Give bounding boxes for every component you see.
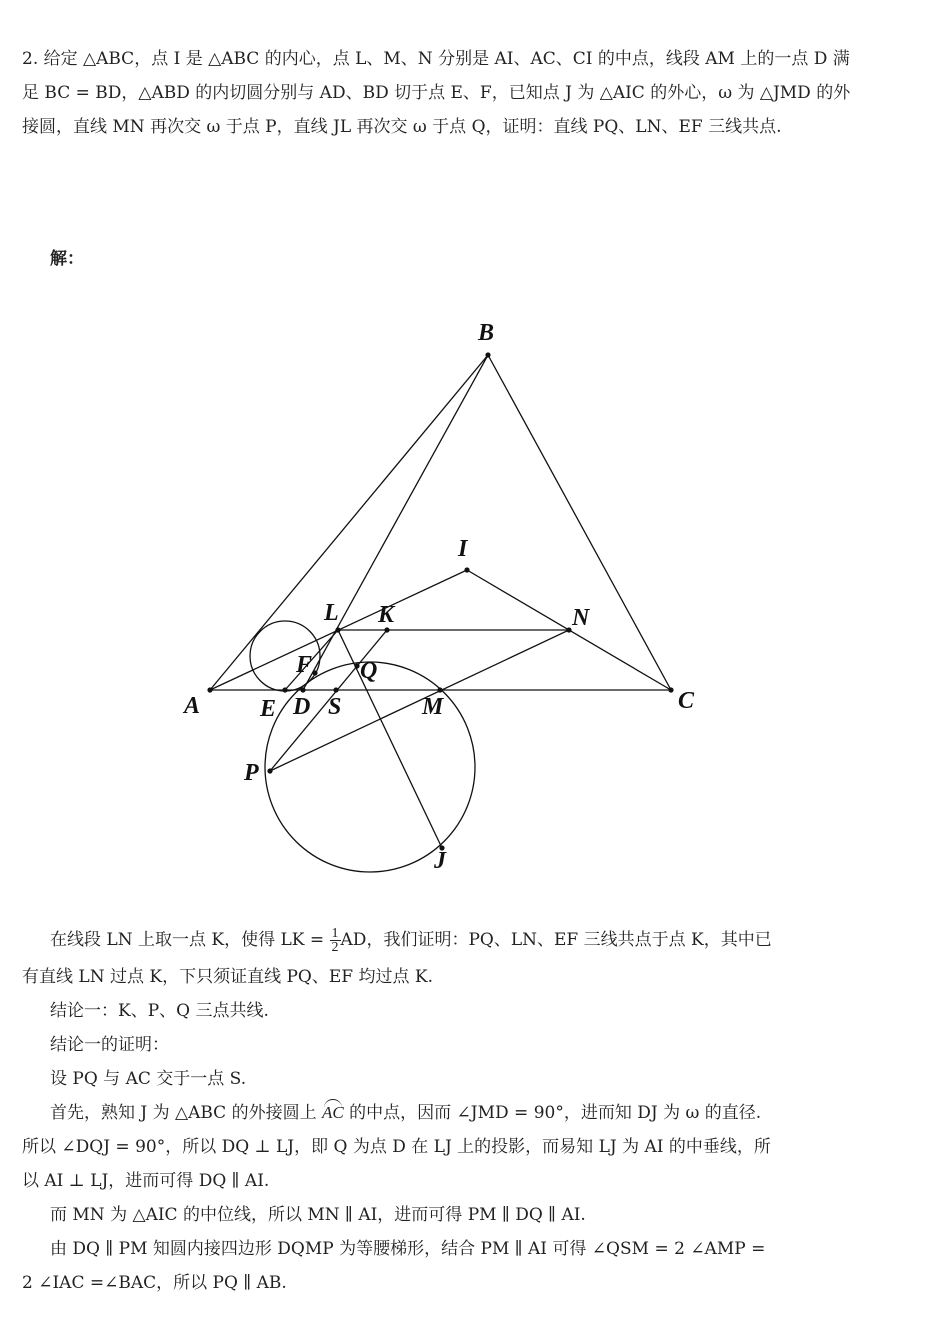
label-K: K xyxy=(378,602,395,628)
point-N xyxy=(566,627,571,632)
solution-label: 解： xyxy=(50,249,84,269)
label-D: D xyxy=(293,694,311,720)
point-C xyxy=(668,687,673,692)
label-S: S xyxy=(328,694,342,720)
point-S xyxy=(333,687,338,692)
p1-text-a: 在线段 LN 上取一点 K，使得 LK = xyxy=(50,930,330,950)
label-P: P xyxy=(244,760,259,786)
fraction-numerator: 1 xyxy=(331,926,339,941)
paragraph-5-line-1: 由 DQ ∥ PM 知圆内接四边形 DQMP 为等腰梯形，结合 PM ∥ AI 可得 ∠QSM = 2 ∠AMP = xyxy=(50,1239,766,1259)
paragraph-1-line-2: 有直线 LN 过点 K，下只须证直线 PQ、EF 均过点 K. xyxy=(22,967,433,987)
claim-1-proof-heading: 结论一的证明： xyxy=(50,1035,169,1055)
label-L: L xyxy=(324,600,339,626)
p3-text-a: 首先，熟知 J 为 △ABC 的外接圆上 xyxy=(50,1103,322,1123)
paragraph-4: 而 MN 为 △AIC 的中位线，所以 MN ∥ AI，进而可得 PM ∥ DQ ∥ AI. xyxy=(50,1205,586,1225)
point-M xyxy=(437,687,442,692)
label-J: J xyxy=(434,848,446,874)
label-I: I xyxy=(458,536,468,562)
point-D xyxy=(300,687,305,692)
label-M: M xyxy=(422,694,444,720)
fraction-denominator: 2 xyxy=(331,940,339,955)
point-B xyxy=(485,352,490,357)
p3-text-b: 的中点，因而 ∠JMD = 90°，进而知 DJ 为 ω 的直径. xyxy=(343,1103,762,1123)
point-K xyxy=(384,627,389,632)
paragraph-2: 设 PQ 与 AC 交于一点 S. xyxy=(50,1069,247,1089)
paragraph-3-line-3: 以 AI ⊥ LJ，进而可得 DQ ∥ AI. xyxy=(22,1171,270,1191)
label-Q: Q xyxy=(360,658,378,684)
label-E: E xyxy=(260,696,277,722)
geometry-diagram xyxy=(0,300,950,890)
problem-statement: 2. 给定 △ABC，点 I 是 △ABC 的内心，点 L、M、N 分别是 AI、AC、CI 的中点，线段 AM 上的一点 D 满足 BC = BD，△ABD 的内切圆分别与 AD、BD 切于点 E、F，已知点 J 为 △AIC 的外心，ω 为 △JMD 的外接圆，直线 MN 再次交 ω 于点 P，直线 JL 再次交 ω 于点 Q，证明：直线 PQ、LN、EF 三线共点. xyxy=(22,49,851,137)
paragraph-1-line-1 xyxy=(50,925,772,954)
point-L xyxy=(335,627,340,632)
paragraph-5-line-2: 2 ∠IAC =∠BAC，所以 PQ ∥ AB. xyxy=(22,1273,287,1293)
segment-BD xyxy=(303,355,488,690)
fraction-one-half xyxy=(330,927,341,954)
p1-text-b: AD，我们证明：PQ、LN、EF 三线共点于点 K，其中已 xyxy=(340,930,772,950)
label-N: N xyxy=(572,605,590,631)
paragraph-3-line-1 xyxy=(50,1098,761,1123)
point-E xyxy=(282,687,287,692)
arc-AC: AC xyxy=(322,1103,344,1122)
label-F: F xyxy=(296,652,313,678)
segment-PN xyxy=(270,630,569,771)
label-C: C xyxy=(678,688,695,714)
label-A: A xyxy=(184,693,201,719)
claim-1: 结论一：K、P、Q 三点共线. xyxy=(50,1001,269,1021)
point-F xyxy=(312,670,317,675)
segment-AB xyxy=(210,355,488,690)
paragraph-3-line-2: 所以 ∠DQJ = 90°，所以 DQ ⊥ LJ，即 Q 为点 D 在 LJ 上的投影，而易知 LJ 为 AI 的中垂线，所 xyxy=(22,1137,771,1157)
point-P xyxy=(267,768,272,773)
point-Q xyxy=(354,663,359,668)
point-A xyxy=(207,687,212,692)
point-I xyxy=(464,567,469,572)
label-B: B xyxy=(478,320,495,346)
segment-BC xyxy=(488,355,671,690)
